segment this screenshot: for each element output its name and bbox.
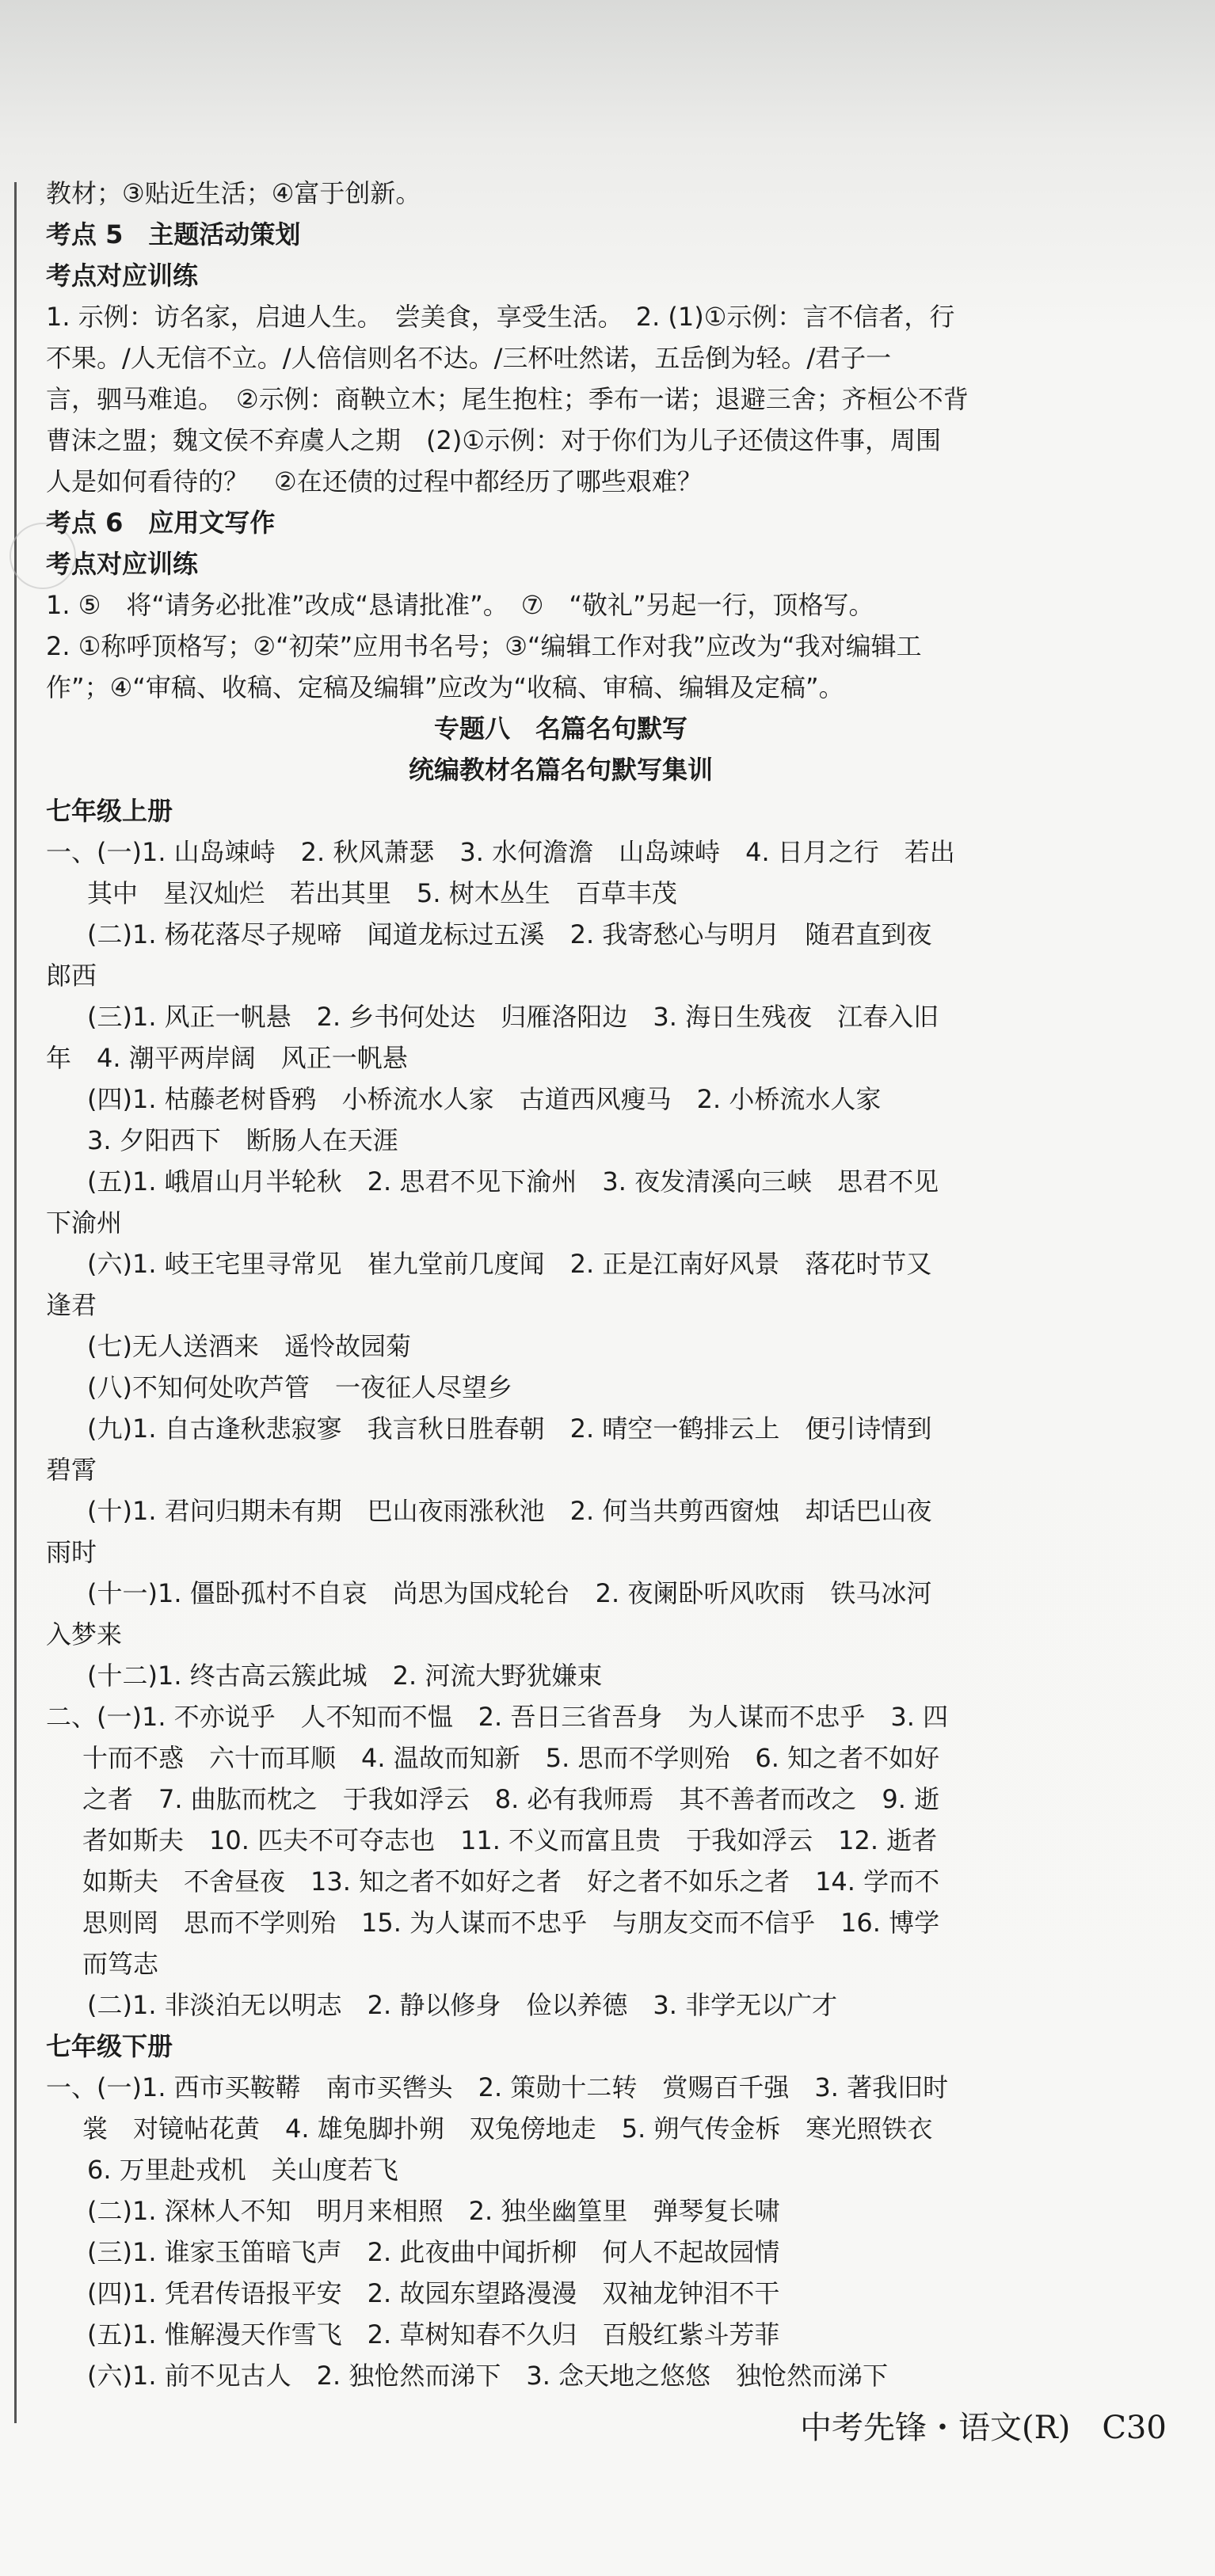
- text-line: 十而不惑 六十而耳顺 4. 温故而知新 5. 思而不学则殆 6. 知之者不如好: [82, 1743, 940, 1773]
- text-line: 裳 对镜帖花黄 4. 雄兔脚扑朔 双兔傍地走 5. 朔气传金柝 寒光照铁衣: [82, 2114, 933, 2144]
- text-line: (五)1. 峨眉山月半轮秋 2. 思君不见下渝州 3. 夜发清溪向三峡 思君不见: [87, 1166, 939, 1197]
- text-line: 不果。/人无信不立。/人倍信则名不达。/三杯吐然诺，五岳倒为轻。/君子一: [46, 343, 892, 373]
- topic-title: 专题八 名篇名句默写: [433, 713, 687, 744]
- text-line: (二)1. 非淡泊无以明志 2. 静以修身 俭以养德 3. 非学无以广才: [87, 1990, 838, 2020]
- section-heading: 考点 5 主题活动策划: [46, 219, 301, 249]
- text-line: 1. ⑤ 将“请务必批准”改成“恳请批准”。 ⑦ “敬礼”另起一行，顶格写。: [46, 590, 874, 620]
- text-line: 言，驷马难追。 ②示例：商鞅立木；尾生抱柱；季布一诺；退避三舍；齐桓公不背: [46, 384, 969, 414]
- text-line: 人是如何看待的？ ②在还债的过程中都经历了哪些艰难？: [46, 466, 703, 497]
- text-line: 而笃志: [82, 1949, 159, 1979]
- text-line: 之者 7. 曲肱而枕之 于我如浮云 8. 必有我师焉 其不善者而改之 9. 逝: [82, 1784, 940, 1814]
- text-line: (四)1. 枯藤老树昏鸦 小桥流水人家 古道西风瘦马 2. 小桥流水人家: [87, 1084, 882, 1114]
- text-line: (十二)1. 终古高云簇此城 2. 河流大野犹嫌束: [87, 1661, 603, 1691]
- text-line: 一、(一)1. 山岛竦峙 2. 秋风萧瑟 3. 水何澹澹 山岛竦峙 4. 日月之行 若出: [46, 837, 955, 867]
- text-line: 入梦来: [46, 1619, 123, 1649]
- text-line: 其中 星汉灿烂 若出其里 5. 树木丛生 百草丰茂: [87, 878, 677, 908]
- text-line: 作”；④“审稿、收稿、定稿及编辑”应改为“收稿、审稿、编辑及定稿”。: [46, 672, 844, 702]
- text-line: 6. 万里赴戎机 关山度若飞: [87, 2155, 398, 2185]
- text-line: 逢君: [46, 1290, 97, 1320]
- text-line: (三)1. 风正一帆悬 2. 乡书何处达 归雁洛阳边 3. 海日生残夜 江春入旧: [87, 1002, 939, 1032]
- text-line: 如斯夫 不舍昼夜 13. 知之者不如好之者 好之者不如乐之者 14. 学而不: [82, 1866, 940, 1897]
- text-line: (八)不知何处吹芦管 一夜征人尽望乡: [87, 1372, 512, 1402]
- text-line: (十一)1. 僵卧孤村不自哀 尚思为国戍轮台 2. 夜阑卧听风吹雨 铁马冰河: [87, 1578, 932, 1608]
- left-margin-rule: [14, 182, 17, 2423]
- topic-subtitle: 统编教材名篇名句默写集训: [408, 755, 713, 785]
- text-line: (七)无人送酒来 遥怜故园菊: [87, 1331, 411, 1361]
- text-line: (六)1. 岐王宅里寻常见 崔九堂前几度闻 2. 正是江南好风景 落花时节又: [87, 1249, 932, 1279]
- text-line: 1. 示例：访名家，启迪人生。 尝美食，享受生活。 2. (1)①示例：言不信者，行: [46, 302, 955, 332]
- text-line: 郎西: [46, 961, 97, 991]
- text-line: 年 4. 潮平两岸阔 风正一帆悬: [46, 1043, 408, 1073]
- grade-heading: 七年级上册: [46, 796, 173, 826]
- grade-heading: 七年级下册: [46, 2031, 173, 2061]
- text-line: (四)1. 凭君传语报平安 2. 故园东望路漫漫 双袖龙钟泪不干: [87, 2278, 780, 2308]
- text-line: (二)1. 深林人不知 明月来相照 2. 独坐幽篁里 弹琴复长啸: [87, 2196, 780, 2226]
- text-line: 2. ①称呼顶格写；②“初荣”应用书名号；③“编辑工作对我”应改为“我对编辑工: [46, 631, 922, 661]
- text-line: (三)1. 谁家玉笛暗飞声 2. 此夜曲中闻折柳 何人不起故园情: [87, 2237, 780, 2267]
- text-line: 二、(一)1. 不亦说乎 人不知而不愠 2. 吾日三省吾身 为人谋而不忠乎 3. 四: [46, 1702, 949, 1732]
- text-line: (十)1. 君问归期未有期 巴山夜雨涨秋池 2. 何当共剪西窗烛 却话巴山夜: [87, 1496, 932, 1526]
- text-line: 者如斯夫 10. 匹夫不可夺志也 11. 不义而富且贵 于我如浮云 12. 逝者: [82, 1825, 938, 1855]
- text-line: 碧霄: [46, 1455, 97, 1485]
- text-line: (九)1. 自古逢秋悲寂寥 我言秋日胜春朝 2. 晴空一鹤排云上 便引诗情到: [87, 1414, 932, 1444]
- text-line: 下渝州: [46, 1208, 123, 1238]
- page-footer: 中考先锋・语文(R) C30: [800, 2410, 1167, 2446]
- answer-text-body: [46, 173, 1076, 2396]
- section-subheading: 考点对应训练: [46, 261, 199, 291]
- text-line: 3. 夕阳西下 断肠人在天涯: [87, 1125, 398, 1155]
- text-line: 思则罔 思而不学则殆 15. 为人谋而不忠乎 与朋友交而不信乎 16. 博学: [82, 1908, 940, 1938]
- section-heading: 考点 6 应用文写作: [46, 508, 276, 538]
- text-line: 雨时: [46, 1537, 97, 1567]
- text-line: (五)1. 惟解漫天作雪飞 2. 草树知春不久归 百般红紫斗芳菲: [87, 2319, 780, 2350]
- text-line: 教材；③贴近生活；④富于创新。: [46, 178, 421, 208]
- text-line: 曹沫之盟；魏文侯不弃虞人之期 (2)①示例：对于你们为儿子还债这件事，周围: [46, 425, 942, 455]
- section-subheading: 考点对应训练: [46, 549, 199, 579]
- text-line: (六)1. 前不见古人 2. 独怆然而涕下 3. 念天地之悠悠 独怆然而涕下: [87, 2361, 889, 2391]
- text-line: 一、(一)1. 西市买鞍鞯 南市买辔头 2. 策勋十二转 赏赐百千强 3. 著我旧时: [46, 2072, 949, 2102]
- text-line: (二)1. 杨花落尽子规啼 闻道龙标过五溪 2. 我寄愁心与明月 随君直到夜: [87, 919, 932, 949]
